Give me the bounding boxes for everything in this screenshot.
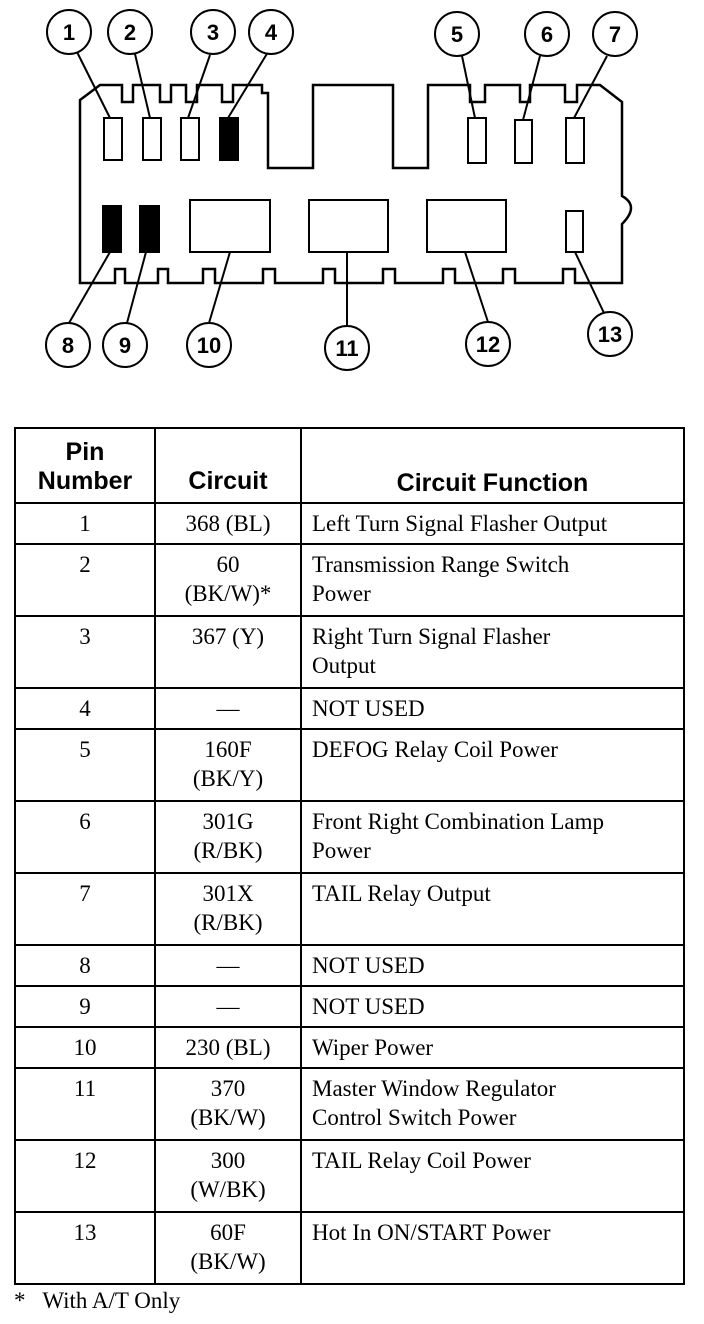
svg-text:13: 13 — [597, 322, 623, 347]
pin-cell: 11 — [15, 1068, 155, 1140]
callout-5 — [435, 12, 479, 56]
cavity-11 — [309, 200, 388, 252]
circuit-cell: 60 (BK/W)* — [155, 544, 301, 616]
pin-cell: 7 — [15, 873, 155, 945]
svg-text:7: 7 — [608, 22, 622, 47]
function-cell: Left Turn Signal Flasher Output — [301, 503, 684, 544]
pin-cell: 4 — [15, 688, 155, 729]
circuit-cell: — — [155, 688, 301, 729]
circuit-cell: 300 (W/BK) — [155, 1140, 301, 1212]
table-row — [15, 801, 684, 873]
pin-cell: 1 — [15, 503, 155, 544]
svg-text:2: 2 — [123, 20, 137, 45]
circuit-cell: 301G (R/BK) — [155, 801, 301, 873]
callout-8 — [46, 323, 90, 367]
function-cell: Front Right Combination Lamp Power — [301, 801, 684, 873]
cavity-9 — [140, 206, 159, 252]
circuit-cell: 301X (R/BK) — [155, 873, 301, 945]
svg-text:6: 6 — [540, 22, 554, 47]
cavity-1 — [104, 118, 122, 160]
pin-table-body — [15, 503, 684, 1284]
connector-diagram — [0, 0, 704, 400]
callout-11 — [325, 326, 369, 370]
function-cell: Right Turn Signal Flasher Output — [301, 616, 684, 688]
function-cell: Hot In ON/START Power — [301, 1212, 684, 1284]
footnote: * With A/T Only — [14, 1288, 181, 1313]
pin-cell: 3 — [15, 616, 155, 688]
pin-cell: 12 — [15, 1140, 155, 1212]
circuit-cell: 370 (BK/W) — [155, 1068, 301, 1140]
circuit-cell: — — [155, 986, 301, 1027]
pin-cell: 10 — [15, 1027, 155, 1068]
table-row — [15, 503, 684, 544]
table-row — [15, 544, 684, 616]
function-cell: NOT USED — [301, 688, 684, 729]
cavity-6 — [515, 120, 532, 163]
callout-13 — [588, 312, 632, 356]
cavity-7 — [566, 118, 584, 163]
table-row — [15, 688, 684, 729]
callout-7 — [593, 12, 637, 56]
svg-text:12: 12 — [475, 332, 501, 357]
callout-9 — [103, 323, 147, 367]
cavity-5 — [468, 118, 486, 163]
function-cell: DEFOG Relay Coil Power — [301, 729, 684, 801]
svg-text:8: 8 — [61, 333, 75, 358]
pin-cell: 13 — [15, 1212, 155, 1284]
svg-text:5: 5 — [450, 22, 464, 47]
function-cell: NOT USED — [301, 945, 684, 986]
function-cell: Master Window Regulator Control Switch Power — [301, 1068, 684, 1140]
cavity-13 — [566, 211, 583, 252]
pin-cell: 2 — [15, 544, 155, 616]
table-row — [15, 986, 684, 1027]
function-cell: TAIL Relay Output — [301, 873, 684, 945]
pin-cell: 9 — [15, 986, 155, 1027]
svg-text:10: 10 — [196, 333, 222, 358]
cavity-10 — [190, 200, 270, 252]
callout-12 — [466, 322, 510, 366]
table-header-row — [15, 428, 684, 503]
callout-1 — [47, 10, 91, 54]
table-row — [15, 873, 684, 945]
cavity-8 — [103, 206, 121, 252]
circuit-cell: 160F (BK/Y) — [155, 729, 301, 801]
function-cell: TAIL Relay Coil Power — [301, 1140, 684, 1212]
circuit-cell: 368 (BL) — [155, 503, 301, 544]
svg-text:4: 4 — [264, 20, 278, 45]
callout-2 — [108, 10, 152, 54]
pin-cell: 8 — [15, 945, 155, 986]
svg-text:11: 11 — [335, 336, 359, 361]
callout-10 — [187, 323, 231, 367]
table-row — [15, 1212, 684, 1284]
table-row — [15, 616, 684, 688]
table-row — [15, 1027, 684, 1068]
header-circuit: Circuit — [155, 428, 301, 503]
cavity-4 — [220, 118, 238, 160]
circuit-cell: 230 (BL) — [155, 1027, 301, 1068]
cavity-12 — [427, 200, 506, 252]
connector-housing — [80, 85, 631, 283]
header-circuit-function: Circuit Function — [301, 428, 684, 503]
svg-text:3: 3 — [206, 20, 220, 45]
callout-6 — [525, 12, 569, 56]
callout-3 — [191, 10, 235, 54]
table-row — [15, 1068, 684, 1140]
table-row — [15, 1140, 684, 1212]
header-pin-number: Pin Number — [15, 428, 155, 503]
pin-cell: 6 — [15, 801, 155, 873]
circuit-cell: 60F (BK/W) — [155, 1212, 301, 1284]
function-cell: NOT USED — [301, 986, 684, 1027]
table-row — [15, 729, 684, 801]
circuit-cell: 367 (Y) — [155, 616, 301, 688]
callout-4 — [249, 10, 293, 54]
table-row — [15, 945, 684, 986]
function-cell: Transmission Range Switch Power — [301, 544, 684, 616]
cavity-2 — [143, 118, 161, 160]
pin-cell: 5 — [15, 729, 155, 801]
function-cell: Wiper Power — [301, 1027, 684, 1068]
pin-table — [14, 427, 685, 1285]
svg-text:1: 1 — [62, 20, 76, 45]
cavity-3 — [181, 118, 199, 160]
svg-text:9: 9 — [118, 333, 132, 358]
circuit-cell: — — [155, 945, 301, 986]
